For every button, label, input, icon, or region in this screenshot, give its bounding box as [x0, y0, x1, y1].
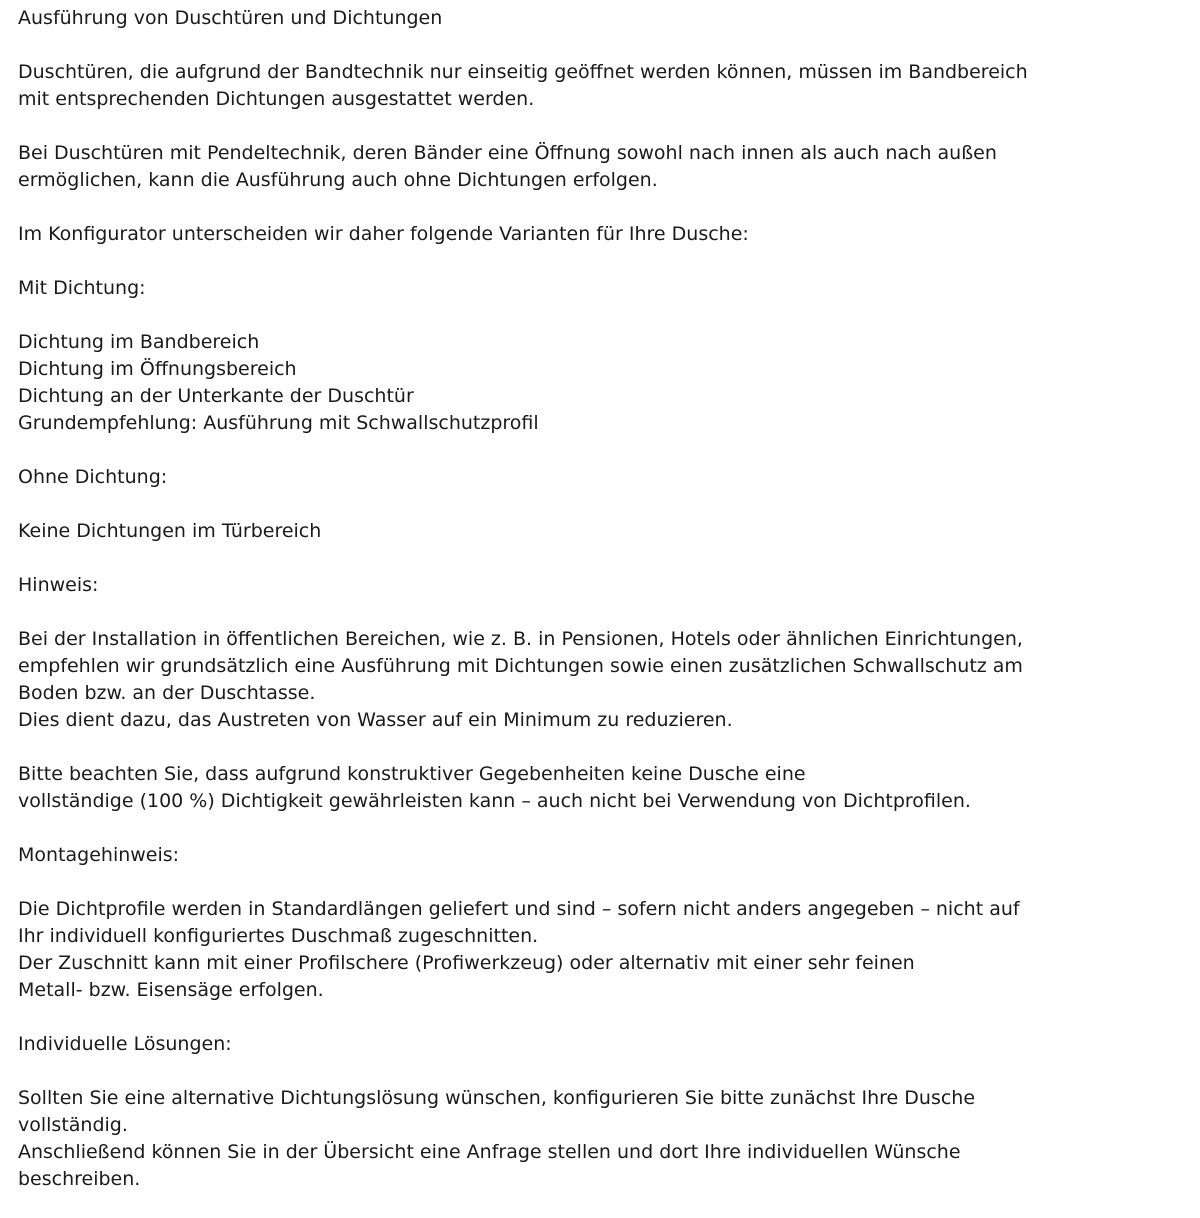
text-line: Ohne Dichtung: — [18, 466, 168, 488]
paragraph-bandtechnik-info — [18, 59, 1180, 113]
text-line: Bitte beachten Sie, dass aufgrund konstruktiver Gegebenheiten keine Dusche eine — [18, 763, 806, 785]
paragraph-dichtigkeit-hinweis — [18, 761, 1180, 815]
text-line: Der Zuschnitt kann mit einer Profilschere (Profiwerkzeug) oder alternativ mit einer sehr feinen — [18, 952, 915, 974]
text-line: Keine Dichtungen im Türbereich — [18, 520, 322, 542]
text-line: Duschtüren, die aufgrund der Bandtechnik nur einseitig geöffnet werden können, müssen im Bandbereich — [18, 61, 1028, 83]
paragraph-hinweis-label — [18, 572, 1180, 599]
text-line: Grundempfehlung: Ausführung mit Schwallschutzprofil — [18, 412, 539, 434]
text-line: vollständige (100 %) Dichtigkeit gewährleisten kann – auch nicht bei Verwendung von Dichtprofilen. — [18, 790, 971, 812]
text-line: mit entsprechenden Dichtungen ausgestattet werden. — [18, 88, 535, 110]
text-line: Dichtung im Öffnungsbereich — [18, 358, 297, 380]
document-page — [18, 5, 1180, 1193]
text-line: beschreiben. — [18, 1168, 141, 1190]
text-line: Bei der Installation in öffentlichen Bereichen, wie z. B. in Pensionen, Hotels oder ähnlichen Einrichtungen, — [18, 628, 1023, 650]
text-line: ermöglichen, kann die Ausführung auch ohne Dichtungen erfolgen. — [18, 169, 658, 191]
text-line: Dichtung an der Unterkante der Duschtür — [18, 385, 414, 407]
text-line: empfehlen wir grundsätzlich eine Ausführung mit Dichtungen sowie einen zusätzlichen Schwallschutz am — [18, 655, 1023, 677]
text-line: Anschließend können Sie in der Übersicht eine Anfrage stellen und dort Ihre individuellen Wünsche — [18, 1141, 961, 1163]
text-line: Montagehinweis: — [18, 844, 180, 866]
text-line: Individuelle Lösungen: — [18, 1033, 232, 1055]
text-line: Im Konfigurator unterscheiden wir daher folgende Varianten für Ihre Dusche: — [18, 223, 749, 245]
paragraph-heading — [18, 5, 1180, 32]
text-line: Sollten Sie eine alternative Dichtungslösung wünschen, konfigurieren Sie bitte zunächst Ihre Dusche — [18, 1087, 976, 1109]
paragraph-mit-dichtung-list — [18, 329, 1180, 437]
paragraph-pendeltechnik-info — [18, 140, 1180, 194]
paragraph-mit-dichtung-label — [18, 275, 1180, 302]
paragraph-individuelle-loesungen-label — [18, 1031, 1180, 1058]
paragraph-ohne-dichtung-item — [18, 518, 1180, 545]
text-line: Dies dient dazu, das Austreten von Wasser auf ein Minimum zu reduzieren. — [18, 709, 733, 731]
text-line: Dichtung im Bandbereich — [18, 331, 260, 353]
paragraph-ohne-dichtung-label — [18, 464, 1180, 491]
paragraph-individuelle-loesungen-text — [18, 1085, 1180, 1193]
paragraph-montagehinweis-label — [18, 842, 1180, 869]
text-line: Boden bzw. an der Duschtasse. — [18, 682, 316, 704]
text-line: Ihr individuell konfiguriertes Duschmaß zugeschnitten. — [18, 925, 539, 947]
paragraph-hinweis-text — [18, 626, 1180, 734]
text-line: Mit Dichtung: — [18, 277, 146, 299]
text-line: Metall- bzw. Eisensäge erfolgen. — [18, 979, 324, 1001]
text-line: vollständig. — [18, 1114, 128, 1136]
text-line: Bei Duschtüren mit Pendeltechnik, deren Bänder eine Öffnung sowohl nach innen als auch nach außen — [18, 142, 997, 164]
text-line: Die Dichtprofile werden in Standardlängen geliefert und sind – sofern nicht anders angegeben – nicht auf — [18, 898, 1020, 920]
paragraph-montagehinweis-text — [18, 896, 1180, 1004]
paragraph-konfigurator-intro — [18, 221, 1180, 248]
text-line: Hinweis: — [18, 574, 99, 596]
text-line: Ausführung von Duschtüren und Dichtungen — [18, 7, 443, 29]
